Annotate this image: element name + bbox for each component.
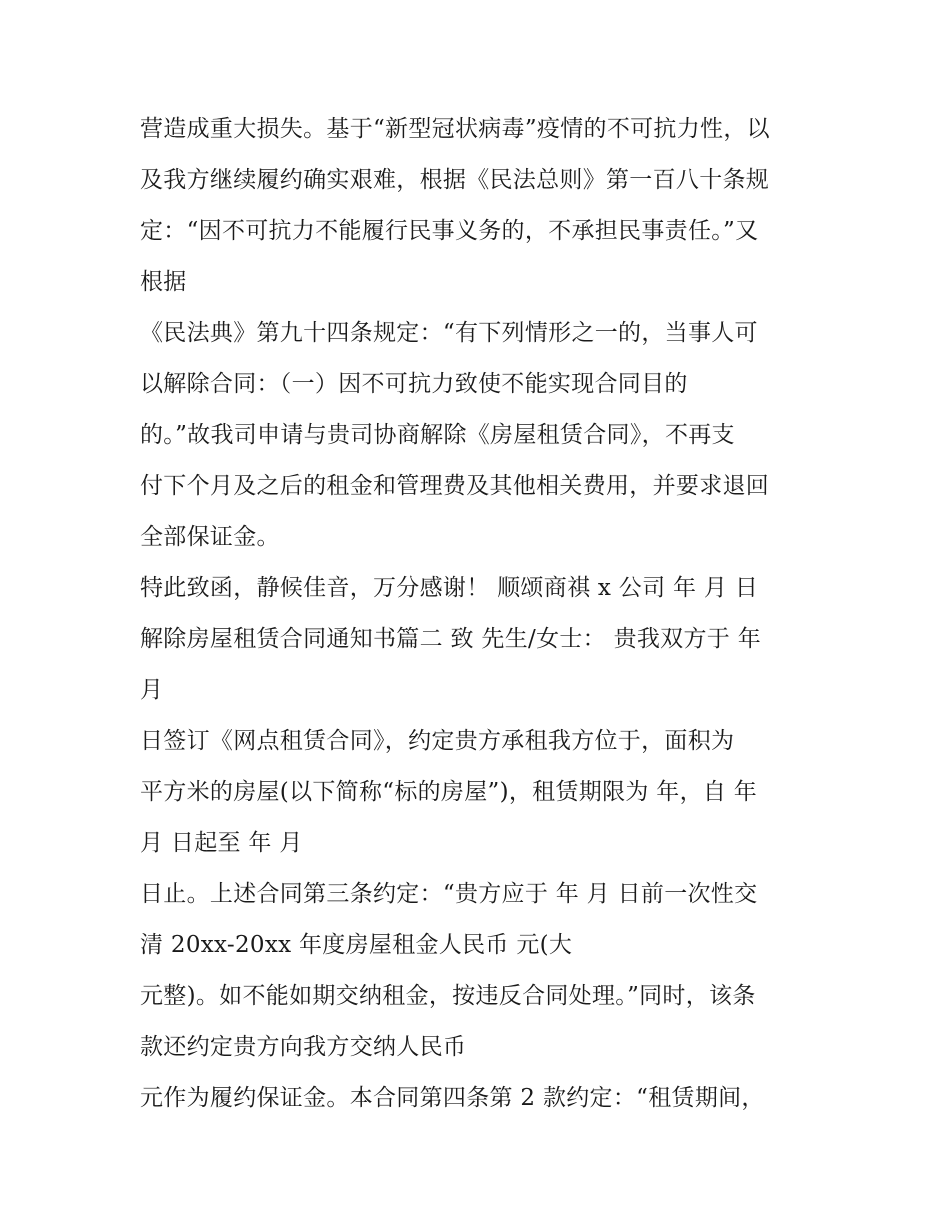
text-line: 平方米的房屋(以下简称“标的房屋”)，租赁期限为 年，自 年 <box>140 779 758 805</box>
text-line: 及我方继续履约确实艰难，根据《民法总则》第一百八十条规 <box>140 167 770 193</box>
text-line: 根据 <box>140 269 187 295</box>
document-body <box>140 108 820 1128</box>
text-line: 付下个月及之后的租金和管理费及其他相关费用，并要求退回 <box>140 473 770 499</box>
text-line: 日止。上述合同第三条约定：“贵方应于 年 月 日前一次性交 <box>140 881 758 907</box>
text-line: 月 日起至 年 月 <box>140 830 303 856</box>
text-line: 的。”故我司申请与贵司协商解除《房屋租赁合同》，不再支 <box>140 422 735 448</box>
text-line: 营造成重大损失。基于“新型冠状病毒”疫情的不可抗力性，以 <box>140 116 770 142</box>
text-line: 款还约定贵方向我方交纳人民币 <box>140 1034 467 1060</box>
text-line: 元作为履约保证金。本合同第四条第 2 款约定：“租赁期间， <box>140 1085 765 1111</box>
text-line: 月 <box>140 677 164 703</box>
text-line: 清 20xx-20xx 年度房屋租金人民币 元(大 <box>140 932 573 958</box>
text-line: 全部保证金。 <box>140 524 280 550</box>
text-line: 日签订《网点租赁合同》，约定贵方承租我方位于，面积为 <box>140 728 735 754</box>
text-line: 《民法典》第九十四条规定：“有下列情形之一的，当事人可 <box>140 320 758 346</box>
text-line: 元整)。如不能如期交纳租金，按违反合同处理。”同时，该条 <box>140 983 756 1009</box>
text-line: 以解除合同：（一）因不可抗力致使不能实现合同目的 <box>140 371 688 397</box>
text-line: 定：“因不可抗力不能履行民事义务的，不承担民事责任。”又 <box>140 218 759 244</box>
text-line: 解除房屋租赁合同通知书篇二 致 先生/女士： 贵我双方于 年 <box>140 626 761 652</box>
text-line: 特此致函，静候佳音，万分感谢！ 顺颂商祺 x 公司 年 月 日 <box>140 575 759 601</box>
